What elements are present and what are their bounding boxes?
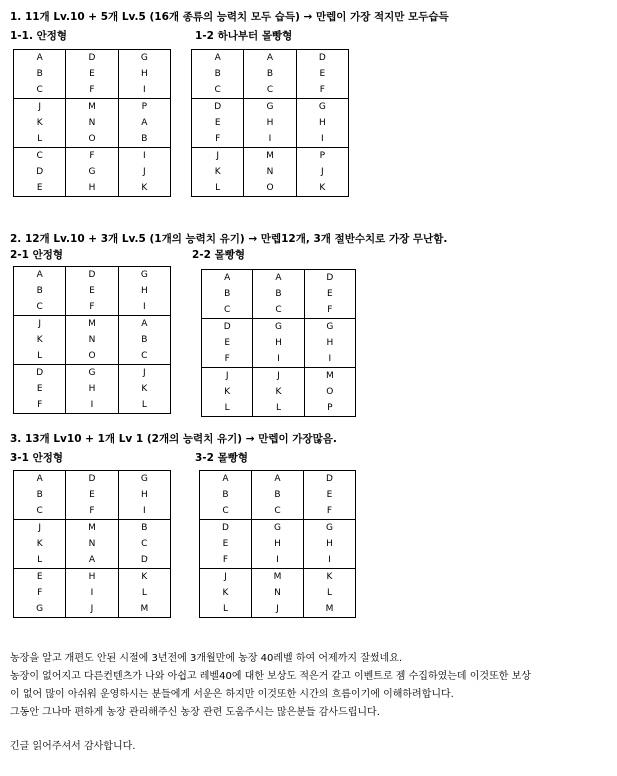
- cell-letter: O: [88, 134, 96, 144]
- grid-row: [200, 569, 356, 618]
- grid-cell: [253, 368, 304, 417]
- table-1-1-title: 1-1. 안정형: [10, 30, 68, 42]
- cell-letter: O: [88, 351, 96, 361]
- cell-letter: C: [222, 506, 229, 516]
- cell-letter: J: [38, 523, 41, 533]
- table-1-2-title: 1-2 하나부터 몰빵형: [195, 30, 293, 42]
- grid-cell: [66, 365, 118, 414]
- cell-letter: H: [140, 69, 148, 79]
- cell-letter: I: [321, 134, 324, 144]
- grid-row: [14, 50, 171, 99]
- table-2-2-grid: [201, 269, 356, 417]
- cell-letter: H: [275, 338, 282, 348]
- cell-letter: F: [37, 588, 43, 598]
- grid-row: [192, 148, 349, 197]
- cell-letter: C: [224, 305, 231, 315]
- cell-letter: I: [90, 588, 94, 598]
- cell-letter: I: [90, 400, 94, 410]
- grid-cell: [14, 99, 66, 148]
- cell-letter: H: [140, 286, 148, 296]
- cell-letter: E: [326, 289, 333, 299]
- grid-cell: [304, 569, 356, 618]
- table-3-2-title: 3-2 몰빵형: [195, 452, 249, 464]
- cell-letter: F: [37, 400, 43, 410]
- cell-letter: J: [225, 371, 229, 381]
- cell-letter: B: [222, 490, 229, 500]
- cell-letter: L: [37, 134, 43, 144]
- cell-letter: G: [318, 102, 326, 112]
- grid-cell: [66, 520, 118, 569]
- cell-letter: E: [224, 338, 230, 348]
- cell-letter: H: [88, 183, 96, 193]
- cell-letter: K: [222, 588, 229, 598]
- grid-cell: [296, 99, 348, 148]
- paragraph-1: 농장을 알고 개편도 안된 시절에 3년전에 3개월만에 농장 40레벨 하여 어제까지 잘썼네요.: [10, 653, 403, 664]
- grid-cell: [118, 148, 170, 197]
- cell-letter: G: [140, 53, 148, 63]
- cell-letter: F: [215, 134, 221, 144]
- grid-cell: [252, 520, 304, 569]
- cell-letter: A: [214, 53, 221, 63]
- cell-letter: P: [319, 151, 326, 161]
- grid-cell: [202, 270, 253, 319]
- grid-cell: [296, 148, 348, 197]
- grid-cell: [66, 267, 118, 316]
- grid-cell: [14, 316, 66, 365]
- cell-letter: I: [328, 354, 332, 364]
- cell-letter: D: [88, 53, 96, 63]
- cell-letter: I: [143, 151, 146, 161]
- cell-letter: F: [89, 151, 95, 161]
- cell-letter: A: [36, 270, 43, 280]
- cell-letter: J: [224, 572, 227, 582]
- cell-letter: G: [88, 167, 96, 177]
- cell-letter: E: [89, 286, 95, 296]
- cell-letter: K: [36, 539, 43, 549]
- grid-cell: [252, 569, 304, 618]
- table-1-1-grid: [13, 49, 171, 197]
- cell-letter: K: [326, 572, 333, 582]
- cell-letter: N: [274, 588, 281, 598]
- grid-cell: [14, 471, 66, 520]
- cell-letter: A: [36, 53, 43, 63]
- cell-letter: G: [140, 474, 148, 484]
- cell-letter: C: [214, 85, 221, 95]
- grid-cell: [66, 471, 118, 520]
- cell-letter: I: [143, 85, 146, 95]
- cell-letter: H: [326, 338, 334, 348]
- grid-row: [202, 368, 356, 417]
- cell-letter: E: [319, 69, 326, 79]
- grid-cell: [252, 471, 304, 520]
- cell-letter: B: [141, 335, 148, 345]
- grid-cell: [253, 270, 304, 319]
- cell-letter: L: [215, 183, 221, 193]
- cell-letter: M: [266, 151, 274, 161]
- cell-letter: J: [321, 167, 324, 177]
- grid-cell: [118, 99, 170, 148]
- grid-cell: [244, 99, 296, 148]
- cell-letter: D: [88, 474, 96, 484]
- table-2-2-title: 2-2 몰빵형: [192, 249, 246, 261]
- cell-letter: N: [88, 539, 96, 549]
- cell-letter: C: [266, 85, 274, 95]
- cell-letter: B: [214, 69, 221, 79]
- cell-letter: C: [36, 506, 43, 516]
- cell-letter: J: [90, 604, 94, 614]
- grid-cell: [304, 270, 355, 319]
- cell-letter: I: [276, 555, 279, 565]
- cell-letter: K: [36, 335, 43, 345]
- cell-letter: P: [141, 102, 148, 112]
- grid-row: [14, 569, 171, 618]
- cell-letter: L: [275, 403, 281, 413]
- cell-letter: B: [275, 289, 282, 299]
- grid-cell: [14, 148, 66, 197]
- cell-letter: L: [141, 400, 147, 410]
- cell-letter: N: [266, 167, 274, 177]
- cell-letter: O: [266, 183, 274, 193]
- cell-letter: H: [274, 539, 281, 549]
- cell-letter: N: [88, 118, 96, 128]
- grid-cell: [118, 50, 170, 99]
- cell-letter: J: [216, 151, 219, 161]
- cell-letter: F: [326, 506, 333, 516]
- cell-letter: B: [274, 490, 281, 500]
- cell-letter: L: [37, 351, 43, 361]
- closing-line: 긴글 읽어주셔서 감사합니다.: [10, 741, 136, 752]
- cell-letter: E: [214, 118, 221, 128]
- cell-letter: M: [140, 604, 149, 614]
- cell-letter: E: [222, 539, 229, 549]
- grid-cell: [296, 50, 348, 99]
- cell-letter: J: [277, 371, 280, 381]
- grid-cell: [200, 520, 252, 569]
- grid-cell: [304, 520, 356, 569]
- grid-cell: [244, 148, 296, 197]
- cell-letter: O: [326, 387, 334, 397]
- table-3-2-grid: [199, 470, 356, 618]
- cell-letter: G: [326, 523, 333, 533]
- cell-letter: D: [318, 53, 326, 63]
- grid-row: [192, 50, 349, 99]
- grid-cell: [118, 569, 170, 618]
- cell-letter: E: [89, 490, 95, 500]
- cell-letter: L: [37, 555, 43, 565]
- cell-letter: D: [88, 270, 96, 280]
- cell-letter: E: [36, 183, 43, 193]
- cell-letter: A: [275, 273, 282, 283]
- cell-letter: B: [36, 69, 43, 79]
- cell-letter: B: [141, 134, 148, 144]
- grid-row: [14, 99, 171, 148]
- cell-letter: B: [141, 523, 148, 533]
- section-2-heading: 2. 12개 Lv.10 + 3개 Lv.5 (1개의 능력치 유기) → 만렙12개, 3개 절반수치로 가장 무난함.: [10, 233, 448, 245]
- grid-cell: [118, 316, 170, 365]
- cell-letter: J: [276, 604, 279, 614]
- cell-letter: G: [88, 368, 96, 378]
- cell-letter: F: [319, 85, 325, 95]
- grid-row: [14, 148, 171, 197]
- grid-cell: [14, 267, 66, 316]
- grid-cell: [244, 50, 296, 99]
- table-3-1-title: 3-1 안정형: [10, 452, 64, 464]
- grid-row: [202, 270, 356, 319]
- grid-row: [200, 520, 356, 569]
- cell-letter: A: [141, 319, 148, 329]
- cell-letter: B: [266, 69, 274, 79]
- cell-letter: H: [318, 118, 326, 128]
- grid-row: [14, 365, 171, 414]
- section-3-heading: 3. 13개 Lv10 + 1개 Lv 1 (2개의 능력치 유기) → 만렙이 가장많음.: [10, 433, 337, 445]
- grid-row: [202, 319, 356, 368]
- cell-letter: G: [266, 102, 274, 112]
- cell-letter: K: [141, 183, 148, 193]
- table-3-1-grid: [13, 470, 171, 618]
- cell-letter: J: [143, 368, 146, 378]
- cell-letter: F: [224, 354, 230, 364]
- cell-letter: C: [36, 85, 43, 95]
- cell-letter: G: [326, 322, 334, 332]
- cell-letter: C: [36, 302, 43, 312]
- cell-letter: E: [326, 490, 333, 500]
- cell-letter: A: [222, 474, 229, 484]
- cell-letter: D: [214, 102, 222, 112]
- cell-letter: H: [266, 118, 274, 128]
- grid-cell: [202, 319, 253, 368]
- grid-cell: [192, 50, 244, 99]
- grid-row: [14, 471, 171, 520]
- cell-letter: D: [222, 523, 229, 533]
- section-1-heading: 1. 11개 Lv.10 + 5개 Lv.5 (16개 종류의 능력치 모두 습득) → 만렙이 가장 적지만 모두습득: [10, 11, 449, 23]
- cell-letter: M: [325, 604, 334, 614]
- grid-cell: [118, 471, 170, 520]
- cell-letter: J: [143, 167, 146, 177]
- cell-letter: G: [275, 322, 282, 332]
- cell-letter: C: [141, 351, 148, 361]
- cell-letter: H: [88, 572, 96, 582]
- cell-letter: M: [325, 371, 334, 381]
- grid-cell: [118, 267, 170, 316]
- grid-cell: [66, 569, 118, 618]
- cell-letter: C: [36, 151, 43, 161]
- cell-letter: L: [141, 588, 147, 598]
- cell-letter: D: [36, 167, 44, 177]
- table-1-2-grid: [191, 49, 349, 197]
- grid-cell: [118, 365, 170, 414]
- table-2-1-title: 2-1 안정형: [10, 249, 64, 261]
- grid-cell: [14, 50, 66, 99]
- cell-letter: K: [141, 572, 148, 582]
- grid-row: [14, 267, 171, 316]
- cell-letter: K: [214, 167, 221, 177]
- grid-cell: [14, 569, 66, 618]
- cell-letter: D: [223, 322, 231, 332]
- cell-letter: K: [224, 387, 231, 397]
- cell-letter: G: [140, 270, 148, 280]
- cell-letter: C: [275, 305, 282, 315]
- cell-letter: P: [327, 403, 333, 413]
- cell-letter: C: [141, 539, 148, 549]
- cell-letter: A: [266, 53, 274, 63]
- cell-letter: K: [141, 384, 148, 394]
- grid-cell: [66, 50, 118, 99]
- grid-cell: [200, 471, 252, 520]
- cell-letter: C: [274, 506, 281, 516]
- cell-letter: F: [89, 506, 95, 516]
- grid-cell: [202, 368, 253, 417]
- cell-letter: H: [88, 384, 96, 394]
- cell-letter: I: [328, 555, 331, 565]
- cell-letter: I: [277, 354, 280, 364]
- grid-cell: [304, 471, 356, 520]
- cell-letter: F: [89, 302, 95, 312]
- paragraph-3: 이 없어 많이 아쉬워 운영하시는 분들에게 서운은 하지만 이것또한 시간의 흐름이기에 이해하려합니다.: [10, 689, 454, 700]
- grid-cell: [14, 365, 66, 414]
- cell-letter: M: [273, 572, 282, 582]
- cell-letter: D: [140, 555, 148, 565]
- cell-letter: J: [38, 319, 41, 329]
- cell-letter: B: [36, 286, 43, 296]
- cell-letter: B: [224, 289, 231, 299]
- cell-letter: M: [88, 319, 96, 329]
- cell-letter: L: [222, 604, 228, 614]
- cell-letter: G: [274, 523, 281, 533]
- grid-cell: [14, 520, 66, 569]
- grid-cell: [253, 319, 304, 368]
- cell-letter: H: [326, 539, 333, 549]
- cell-letter: I: [143, 302, 146, 312]
- cell-letter: L: [224, 403, 230, 413]
- grid-row: [14, 316, 171, 365]
- grid-row: [14, 520, 171, 569]
- cell-letter: K: [275, 387, 282, 397]
- cell-letter: M: [88, 523, 96, 533]
- cell-letter: A: [224, 273, 231, 283]
- cell-letter: G: [36, 604, 44, 614]
- grid-row: [192, 99, 349, 148]
- grid-row: [200, 471, 356, 520]
- cell-letter: F: [222, 555, 229, 565]
- cell-letter: I: [268, 134, 272, 144]
- cell-letter: N: [88, 335, 96, 345]
- cell-letter: B: [36, 490, 43, 500]
- cell-letter: J: [38, 102, 41, 112]
- paragraph-2: 농장이 없어지고 다른컨텐츠가 나와 아쉽고 레벨40에 대한 보상도 적은거 같고 이벤트로 젬 수집하였는데 이것또한 보상: [10, 671, 531, 682]
- cell-letter: A: [141, 118, 148, 128]
- cell-letter: A: [88, 555, 96, 565]
- grid-cell: [118, 520, 170, 569]
- grid-cell: [66, 148, 118, 197]
- cell-letter: K: [36, 118, 43, 128]
- cell-letter: L: [326, 588, 332, 598]
- cell-letter: D: [326, 474, 333, 484]
- grid-cell: [192, 148, 244, 197]
- cell-letter: E: [36, 572, 43, 582]
- cell-letter: E: [89, 69, 95, 79]
- table-2-1-grid: [13, 266, 171, 414]
- cell-letter: D: [36, 368, 44, 378]
- cell-letter: H: [140, 490, 148, 500]
- cell-letter: K: [319, 183, 326, 193]
- cell-letter: D: [326, 273, 334, 283]
- grid-cell: [304, 319, 355, 368]
- paragraph-4: 그동안 그나마 편하게 농장 관리해주신 농장 관련 도움주시는 많은분들 감사드립니다.: [10, 707, 380, 718]
- grid-cell: [66, 316, 118, 365]
- cell-letter: E: [36, 384, 43, 394]
- cell-letter: I: [143, 506, 146, 516]
- grid-cell: [192, 99, 244, 148]
- grid-cell: [66, 99, 118, 148]
- cell-letter: A: [36, 474, 43, 484]
- cell-letter: A: [274, 474, 281, 484]
- grid-cell: [200, 569, 252, 618]
- cell-letter: M: [88, 102, 96, 112]
- grid-cell: [304, 368, 355, 417]
- cell-letter: F: [327, 305, 333, 315]
- cell-letter: F: [89, 85, 95, 95]
